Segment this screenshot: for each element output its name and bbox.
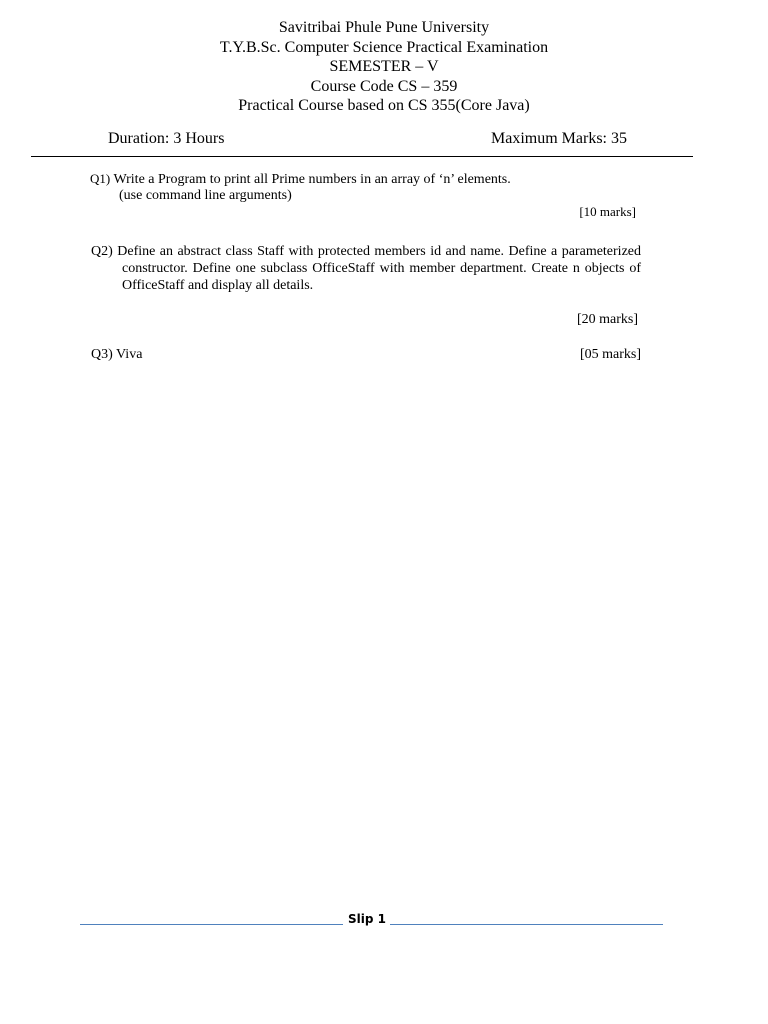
exam-header bbox=[0, 18, 768, 116]
course-code: Course Code CS – 359 bbox=[310, 77, 458, 95]
question-3-text: Viva bbox=[116, 347, 143, 362]
slip-label: Slip 1 bbox=[348, 912, 386, 926]
question-3-number: Q3) bbox=[91, 347, 113, 362]
exam-title: T.Y.B.Sc. Computer Science Practical Examination bbox=[219, 38, 549, 56]
question-2-line-2: constructor. Define one subclass OfficeStaff with member department. Create n objects of bbox=[122, 260, 641, 276]
header-divider bbox=[31, 156, 693, 157]
question-2-line-1: Define an abstract class Staff with protected members id and name. Define a parameterized bbox=[117, 244, 641, 259]
question-1-text: Write a Program to print all Prime numbers in an array of ‘n’ elements. bbox=[113, 172, 511, 187]
question-2 bbox=[91, 244, 641, 294]
question-1 bbox=[90, 171, 511, 189]
duration: Duration: 3 Hours bbox=[108, 130, 225, 147]
maximum-marks: Maximum Marks: 35 bbox=[491, 130, 627, 147]
university-name: Savitribai Phule Pune University bbox=[278, 19, 490, 36]
footer-rule-right bbox=[390, 924, 663, 925]
question-3-marks: [05 marks] bbox=[579, 347, 641, 362]
question-3 bbox=[91, 347, 142, 364]
question-1-subtext: (use command line arguments) bbox=[119, 188, 292, 203]
question-1-number: Q1) bbox=[90, 171, 111, 186]
semester: SEMESTER – V bbox=[329, 58, 439, 75]
question-1-marks: [10 marks] bbox=[579, 204, 636, 219]
footer-rule-left bbox=[80, 924, 343, 925]
course-title: Practical Course based on CS 355(Core Java) bbox=[238, 97, 530, 114]
question-2-number: Q2) bbox=[91, 244, 113, 259]
question-2-marks: [20 marks] bbox=[576, 312, 638, 327]
question-2-line-3: OfficeStaff and display all details. bbox=[122, 277, 314, 293]
